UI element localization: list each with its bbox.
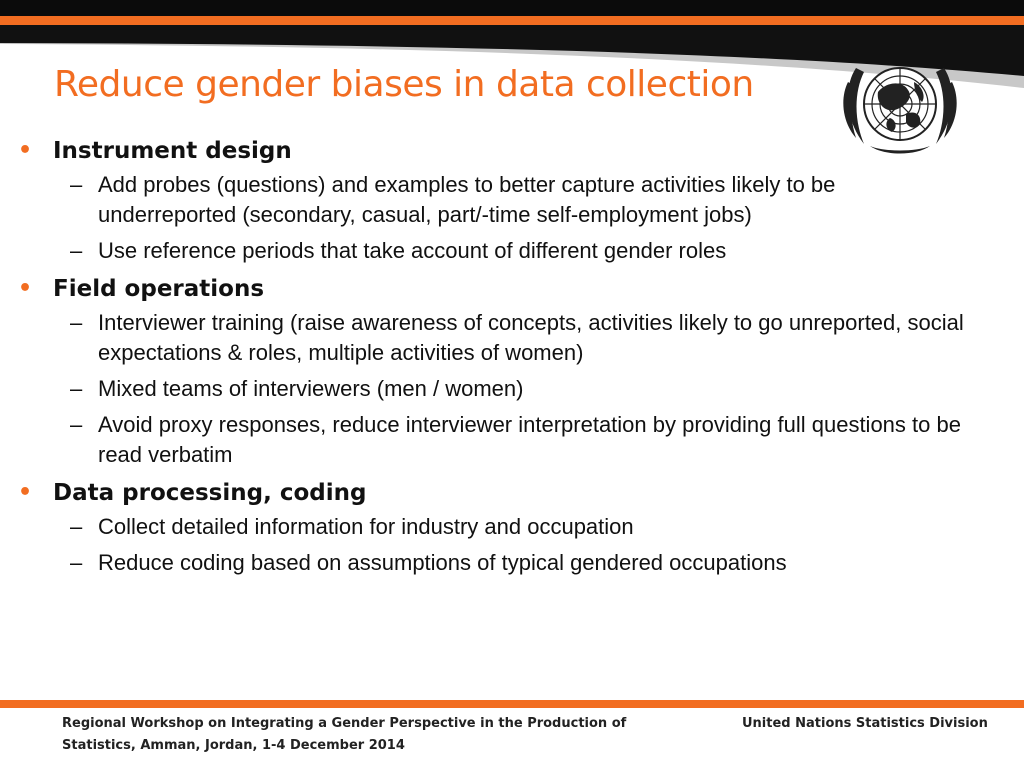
- list-item: [18, 308, 978, 368]
- list-item-text: Interviewer training (raise awareness of concepts, activities likely to go unreported, social expectations & roles, multiple activities of women): [98, 310, 964, 365]
- footer-orange-stripe: [0, 700, 1024, 708]
- list-item: [18, 236, 978, 266]
- footer-division-text: United Nations Statistics Division: [742, 716, 988, 731]
- bullet-icon: •: [18, 138, 33, 163]
- list-item: [18, 410, 978, 470]
- dash-icon: –: [70, 238, 83, 263]
- dash-icon: –: [70, 172, 83, 197]
- list-item: [18, 374, 978, 404]
- list-item-text: Collect detailed information for industry and occupation: [98, 514, 634, 539]
- list-item-text: Avoid proxy responses, reduce interviewer interpretation by providing full questions to be read verbatim: [98, 412, 961, 467]
- dash-icon: –: [70, 514, 83, 539]
- dash-icon: –: [70, 376, 83, 401]
- list-item-text: Use reference periods that take account of different gender roles: [98, 238, 727, 263]
- section-instrument-design: [18, 134, 978, 168]
- section-heading: Instrument design: [53, 138, 292, 164]
- list-item: [18, 512, 978, 542]
- top-black-band: [0, 0, 1024, 16]
- slide-content: [18, 134, 978, 584]
- dash-icon: –: [70, 310, 83, 335]
- top-orange-stripe: [0, 16, 1024, 25]
- list-item-text: Reduce coding based on assumptions of typical gendered occupations: [98, 550, 787, 575]
- footer-workshop-text: Regional Workshop on Integrating a Gender Perspective in the Production of Statistics, Amman, Jordan, 1-4 December 2014: [62, 716, 627, 753]
- bullet-icon: •: [18, 276, 33, 301]
- list-item-text: Mixed teams of interviewers (men / women): [98, 376, 524, 401]
- slide-title: Reduce gender biases in data collection: [54, 64, 754, 105]
- dash-icon: –: [70, 412, 83, 437]
- list-item: [18, 170, 978, 230]
- section-field-operations: [18, 272, 978, 306]
- bullet-icon: •: [18, 480, 33, 505]
- list-item-text: Add probes (questions) and examples to better capture activities likely to be underreported (secondary, casual, part/-time self-employment jobs): [98, 172, 836, 227]
- section-heading: Data processing, coding: [53, 480, 367, 506]
- section-data-processing: [18, 476, 978, 510]
- list-item: [18, 548, 978, 578]
- dash-icon: –: [70, 550, 83, 575]
- section-heading: Field operations: [53, 276, 265, 302]
